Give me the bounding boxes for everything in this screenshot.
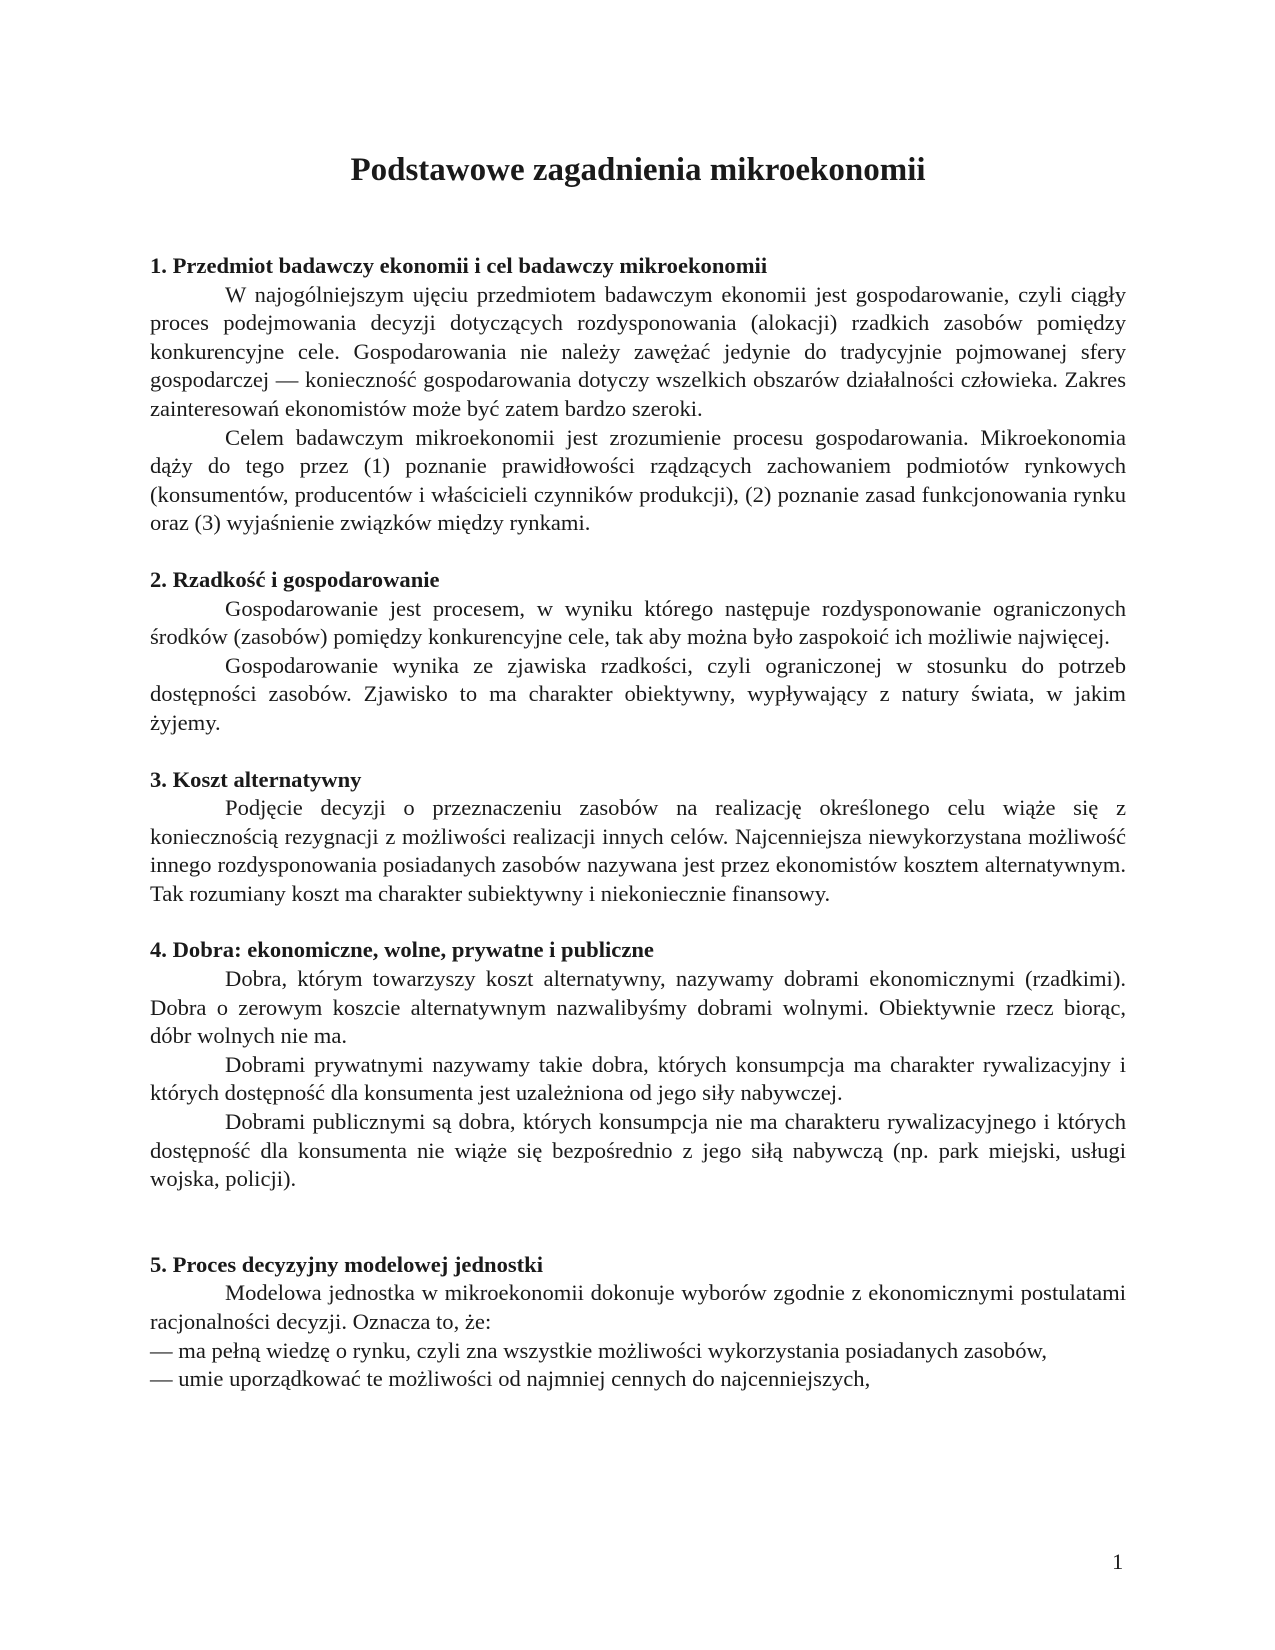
section-heading: 5. Proces decyzyjny modelowej jednostki	[150, 1251, 544, 1277]
paragraph: Podjęcie decyzji o przeznaczeniu zasobów na realizację określonego celu wiąże się z koniecznością rezygnacji z możliwości realizacji innych celów. Najcenniejsza niewykorzystana możliwość innego rozdysponowania posiadanych zasobów nazywana jest przez ekonomistów kosztem alternatywnym. Tak rozumiany koszt ma charakter subiektywny i niekoniecznie finansowy.	[150, 795, 1126, 906]
paragraph: Dobra, którym towarzyszy koszt alternatywny, nazywamy dobrami ekonomicznymi (rzadkimi). Dobra o zerowym koszcie alternatywnym nazwalibyśmy dobrami wolnymi. Obiektywnie rzecz biorąc, dóbr wolnych nie ma.	[150, 966, 1126, 1049]
list-item: — ma pełną wiedzę o rynku, czyli zna wszystkie możliwości wykorzystania posiadanych zasobów,	[150, 1337, 1047, 1363]
section-2	[150, 566, 1126, 738]
paragraph: Gospodarowanie wynika ze zjawiska rzadkości, czyli ograniczonej w stosunku do potrzeb dostępności zasobów. Zjawisko to ma charakter obiektywny, wypływający z natury świata, w jakim żyjemy.	[150, 652, 1126, 735]
list-item: — umie uporządkować te możliwości od najmniej cennych do najcenniejszych,	[150, 1366, 871, 1392]
section-1	[150, 252, 1126, 538]
paragraph: W najogólniejszym ujęciu przedmiotem badawczym ekonomii jest gospodarowanie, czyli ciągły proces podejmowania decyzji dotyczących rozdysponowania (alokacji) rzadkich zasobów pomiędzy konkurencyjne cele. Gospodarowania nie należy zawężać jedynie do tradycyjnie pojmowanej sfery gospodarczej — konieczność gospodarowania dotyczy wszelkich obszarów działalności człowieka. Zakres zainteresowań ekonomistów może być zatem bardzo szeroki.	[150, 281, 1126, 421]
section-heading: 1. Przedmiot badawczy ekonomii i cel badawczy mikroekonomii	[150, 253, 768, 278]
section-4	[150, 936, 1126, 1193]
section-5	[150, 1251, 1126, 1394]
paragraph: Dobrami publicznymi są dobra, których konsumpcja nie ma charakteru rywalizacyjnego i których dostępność dla konsumenta nie wiąże się bezpośrednio z jego siłą nabywczą (np. park miejski, usługi wojska, policji).	[150, 1109, 1126, 1192]
document-body	[150, 252, 1126, 1394]
section-heading: 2. Rzadkość i gospodarowanie	[150, 566, 440, 592]
page-number: 1	[1112, 1549, 1124, 1574]
paragraph: Dobrami prywatnymi nazywamy takie dobra, których konsumpcja ma charakter rywalizacyjny i których dostępność dla konsumenta jest uzależniona od jego siły nabywczej.	[150, 1051, 1126, 1106]
paragraph: Gospodarowanie jest procesem, w wyniku którego następuje rozdysponowanie ograniczonych środków (zasobów) pomiędzy konkurencyjne cele, tak aby można było zaspokoić ich możliwie najwięcej.	[150, 595, 1126, 650]
paragraph: Celem badawczym mikroekonomii jest zrozumienie procesu gospodarowania. Mikroekonomia dąży do tego przez (1) poznanie prawidłowości rządzących zachowaniem podmiotów rynkowych (konsumentów, producentów i właścicieli czynników produkcji), (2) poznanie zasad funkcjonowania rynku oraz (3) wyjaśnienie związków między rynkami.	[150, 424, 1126, 536]
section-heading: 4. Dobra: ekonomiczne, wolne, prywatne i publiczne	[150, 937, 654, 963]
section-3	[150, 766, 1126, 909]
paragraph: Modelowa jednostka w mikroekonomii dokonuje wyborów zgodnie z ekonomicznymi postulatami racjonalności decyzji. Oznacza to, że:	[150, 1280, 1126, 1334]
document-title: Podstawowe zagadnienia mikroekonomii	[350, 152, 926, 188]
section-heading: 3. Koszt alternatywny	[150, 766, 362, 792]
